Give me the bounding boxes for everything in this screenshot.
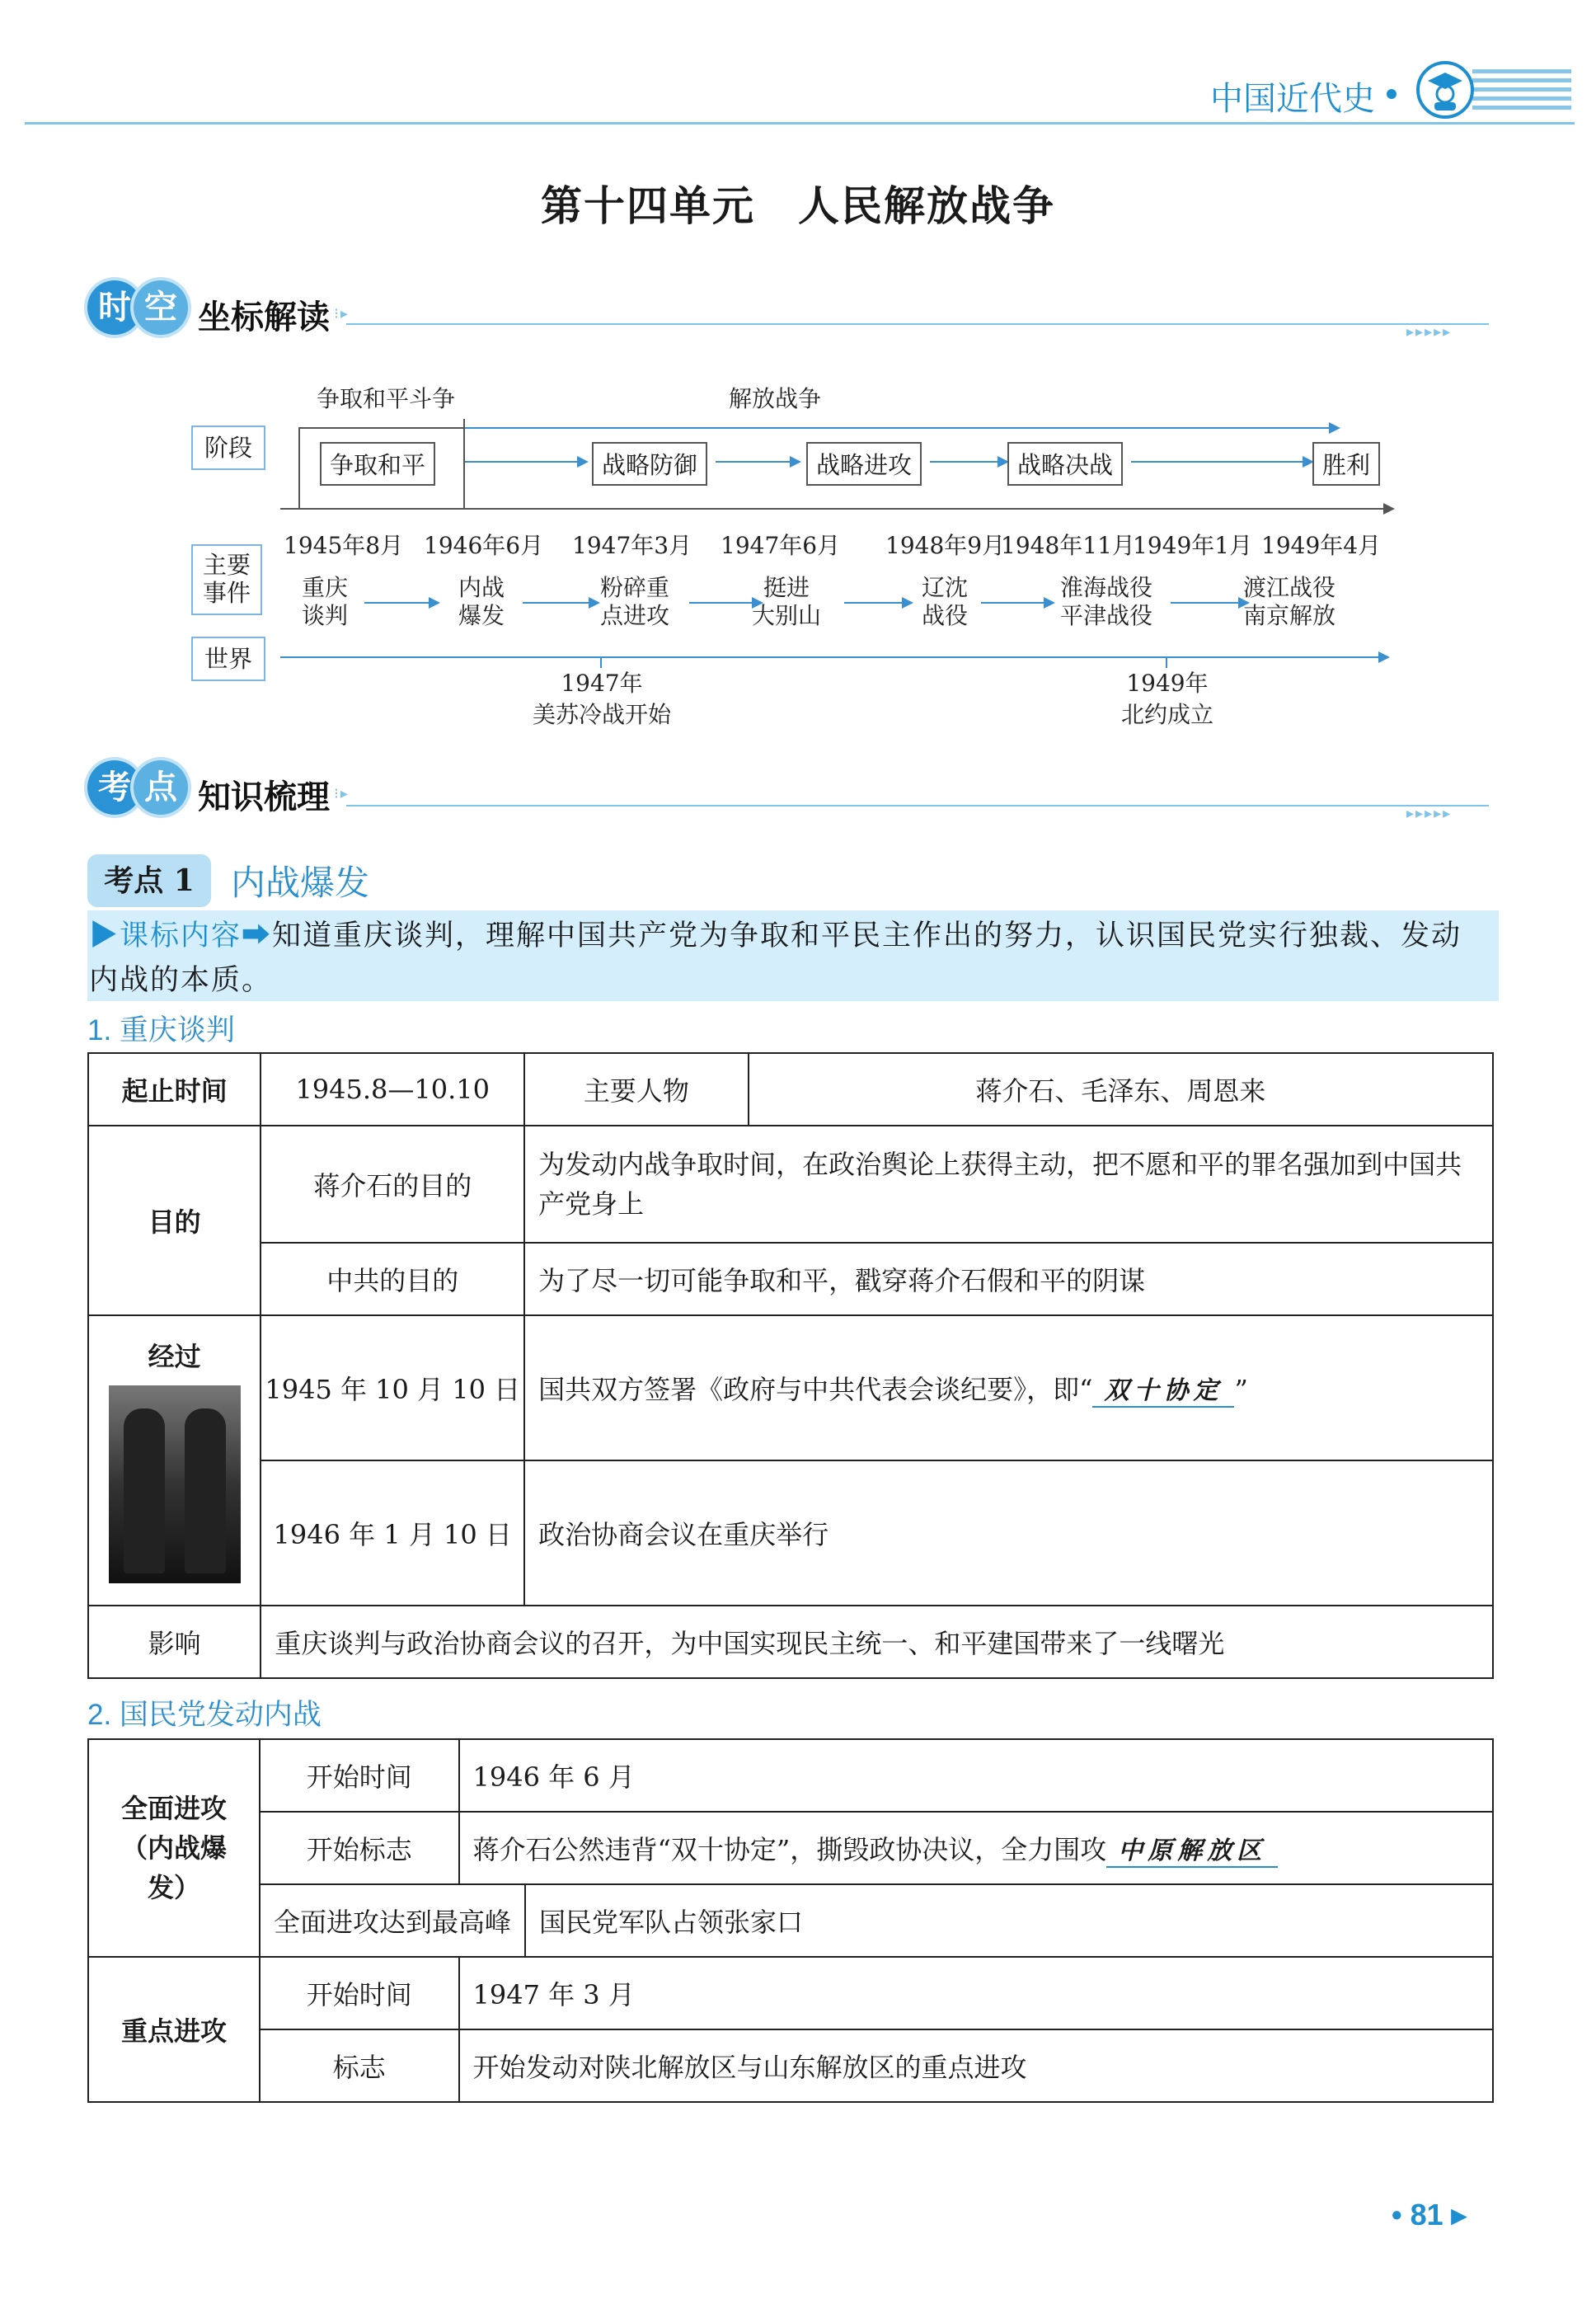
stage-arrow (1131, 461, 1303, 463)
peace-bracket-left (298, 427, 300, 510)
event-arrow-icon (429, 597, 440, 609)
event-arrow (981, 602, 1044, 604)
section-badge-kao: 考 (87, 760, 142, 815)
cell-subheader: 蒋介石的目的 (261, 1126, 524, 1243)
cell-header: 影响 (88, 1606, 261, 1678)
cell-subheader: 开始时间 (260, 1739, 459, 1812)
section-title: 知识梳理 (198, 779, 330, 816)
cell-header-process (88, 1315, 261, 1606)
page-number: • 81 ▸ (1392, 2198, 1467, 2231)
time-axis-line (280, 508, 1385, 510)
liberation-span-arrow-icon (1329, 422, 1340, 434)
cell-date: 1946 年 1 月 10 日 (261, 1460, 524, 1606)
cell-subheader: 标志 (260, 2029, 459, 2102)
peace-bracket-right (463, 419, 465, 510)
table-row (88, 1812, 1493, 1884)
event-item: 淮海战役 平津战役 (1060, 574, 1153, 629)
stage-box: 战略防御 (592, 442, 707, 486)
world-event-nato: 1949年 北约成立 (1120, 670, 1213, 728)
subheading-chongqing: 1. 重庆谈判 (87, 1014, 235, 1046)
cell-subheader: 开始时间 (260, 1957, 459, 2029)
cell-value: 1946 年 6 月 (459, 1739, 1493, 1812)
date-label: 1949年4月 (1261, 532, 1382, 559)
cell-subheader: 全面进攻达到最高峰 (260, 1884, 525, 1957)
table-row (88, 2029, 1493, 2102)
stage-box: 争取和平 (320, 442, 435, 486)
timeline-label-liberation: 解放战争 (729, 385, 822, 412)
row-label-world: 世界 (191, 637, 265, 681)
date-label: 1947年6月 (721, 532, 841, 559)
section-rule (346, 805, 1489, 806)
table-row (88, 1739, 1493, 1812)
date-label: 1948年9月 (885, 532, 1006, 559)
header-stripes (1472, 69, 1571, 114)
event-item: 内战 爆发 (458, 574, 505, 629)
cell-date: 1945 年 10 月 10 日 (261, 1315, 524, 1460)
table-row (88, 1460, 1493, 1606)
cell-value: 为了尽一切可能争取和平，戳穿蒋介石假和平的阴谋 (524, 1243, 1493, 1315)
arrows-right-icon: ▸▸▸▸▸ (1406, 805, 1453, 822)
cell-header: 重点进攻 (88, 1957, 260, 2102)
date-label: 1945年8月 (284, 532, 404, 559)
table-civil-war (87, 1738, 1494, 2103)
arrows-right-icon: ▸▸▸▸▸ (1406, 323, 1453, 341)
event-arrow-icon (1044, 597, 1055, 609)
timeline-label-peace: 争取和平斗争 (317, 385, 456, 412)
world-axis-arrow-icon (1378, 651, 1390, 663)
cell-value: 国民党军队占领张家口 (525, 1884, 1493, 1957)
event-arrow-icon (902, 597, 913, 609)
section-heading-timeline (87, 280, 350, 338)
arrow-decoration-icon: ⁝▸ (334, 305, 350, 322)
date-label: 1949年1月 (1133, 532, 1253, 559)
date-label: 1947年3月 (572, 532, 692, 559)
kaodian-label: 考点 1 (87, 854, 211, 907)
cell-subheader: 开始标志 (260, 1812, 459, 1884)
section-title: 坐标解读 (198, 299, 330, 336)
time-axis-arrow-icon (1383, 503, 1395, 515)
header-dot (1387, 89, 1396, 99)
answer-handwritten: 中原解放区 (1106, 1830, 1278, 1868)
arrow-decoration-icon: ⁝▸ (334, 785, 350, 802)
kebiao-content (89, 914, 1490, 1003)
cell-header: 经过 (148, 1342, 201, 1371)
event-item: 挺进 大别山 (752, 574, 822, 629)
cell-value: 蒋介石、毛泽东、周恩来 (749, 1053, 1493, 1126)
event-arrow (844, 602, 902, 604)
cell-value: 蒋介石公然违背“双十协定”，撕毁政协决议，全力围攻 中原解放区 (459, 1812, 1493, 1884)
event-arrow-icon (589, 597, 600, 609)
kaodian-title: 内战爆发 (231, 863, 370, 902)
event-item: 粉碎重 点进攻 (600, 574, 670, 629)
stage-box: 胜利 (1312, 442, 1380, 486)
section-badge-dian: 点 (134, 760, 188, 815)
table-row (88, 1606, 1493, 1678)
event-item: 渡江战役 南京解放 (1243, 574, 1336, 629)
date-label: 1946年6月 (424, 532, 544, 559)
section-badge-shi: 时 (87, 280, 142, 335)
stage-arrow-icon (577, 456, 589, 468)
cell-value: 国共双方签署《政府与中共代表会谈纪要》，即“ 双十协定 ” (524, 1315, 1493, 1460)
page-title: 第十四单元 人民解放战争 (541, 181, 1055, 230)
stage-box: 战略决战 (1007, 442, 1123, 486)
section-rule (346, 323, 1489, 325)
cell-value: 政治协商会议在重庆举行 (524, 1460, 1493, 1606)
event-arrow (364, 602, 429, 604)
answer-handwritten: 双十协定 (1092, 1370, 1234, 1408)
table-row (88, 1957, 1493, 2029)
cell-header-full-attack: 全面进攻 （内战爆发） (88, 1739, 260, 1957)
cell-value: 1947 年 3 月 (459, 1957, 1493, 2029)
table-row (88, 1315, 1493, 1460)
row-label-stage: 阶段 (191, 426, 265, 470)
section-heading-knowledge (87, 760, 350, 818)
historical-photo (109, 1385, 241, 1583)
kebiao-text: 知道重庆谈判，理解中国共产党为争取和平民主作出的努力，认识国民党实行独裁、发动内战的本质。 (89, 919, 1462, 997)
table-chongqing (87, 1052, 1494, 1679)
stage-arrow (930, 461, 998, 463)
event-item: 重庆 谈判 (302, 574, 349, 629)
student-avatar-icon (1416, 61, 1474, 119)
table-row (88, 1126, 1493, 1243)
world-tick (600, 656, 602, 668)
kebiao-lead: ▶课标内容➡ (89, 919, 273, 952)
liberation-span-line (465, 427, 1331, 429)
table-row (88, 1053, 1493, 1126)
peace-bracket-line (298, 427, 463, 429)
cell-value: 重庆谈判与政治协商会议的召开，为中国实现民主统一、和平建国带来了一线曙光 (261, 1606, 1493, 1678)
world-event-cold-war: 1947年 美苏冷战开始 (532, 670, 671, 728)
cell-header: 起止时间 (88, 1053, 261, 1126)
cell-value: 为发动内战争取时间，在政治舆论上获得主动，把不愿和平的罪名强加到中国共产党身上 (524, 1126, 1493, 1243)
stage-arrow (465, 461, 577, 463)
date-label: 1948年11月 (1001, 532, 1135, 559)
table-row (88, 1243, 1493, 1315)
stage-box: 战略进攻 (806, 442, 922, 486)
cell-header: 主要人物 (524, 1053, 749, 1126)
section-badge-kong: 空 (134, 280, 188, 335)
event-arrow (1171, 602, 1238, 604)
cell-value: 1945.8—10.10 (261, 1053, 524, 1126)
row-label-events: 主要 事件 (191, 544, 262, 615)
stage-arrow-icon (790, 456, 801, 468)
header-rule (25, 122, 1575, 125)
table-row (88, 1884, 1493, 1957)
event-arrow (523, 602, 589, 604)
header-subject: 中国近代史 (1210, 81, 1375, 117)
cell-header: 目的 (88, 1126, 261, 1315)
world-tick (1166, 656, 1167, 668)
event-arrow (689, 602, 752, 604)
cell-value: 开始发动对陕北解放区与山东解放区的重点进攻 (459, 2029, 1493, 2102)
event-item: 辽沈 战役 (922, 574, 969, 629)
cell-subheader: 中共的目的 (261, 1243, 524, 1315)
stage-arrow (716, 461, 790, 463)
world-axis-line (280, 656, 1380, 658)
subheading-civil-war: 2. 国民党发动内战 (87, 1699, 322, 1731)
